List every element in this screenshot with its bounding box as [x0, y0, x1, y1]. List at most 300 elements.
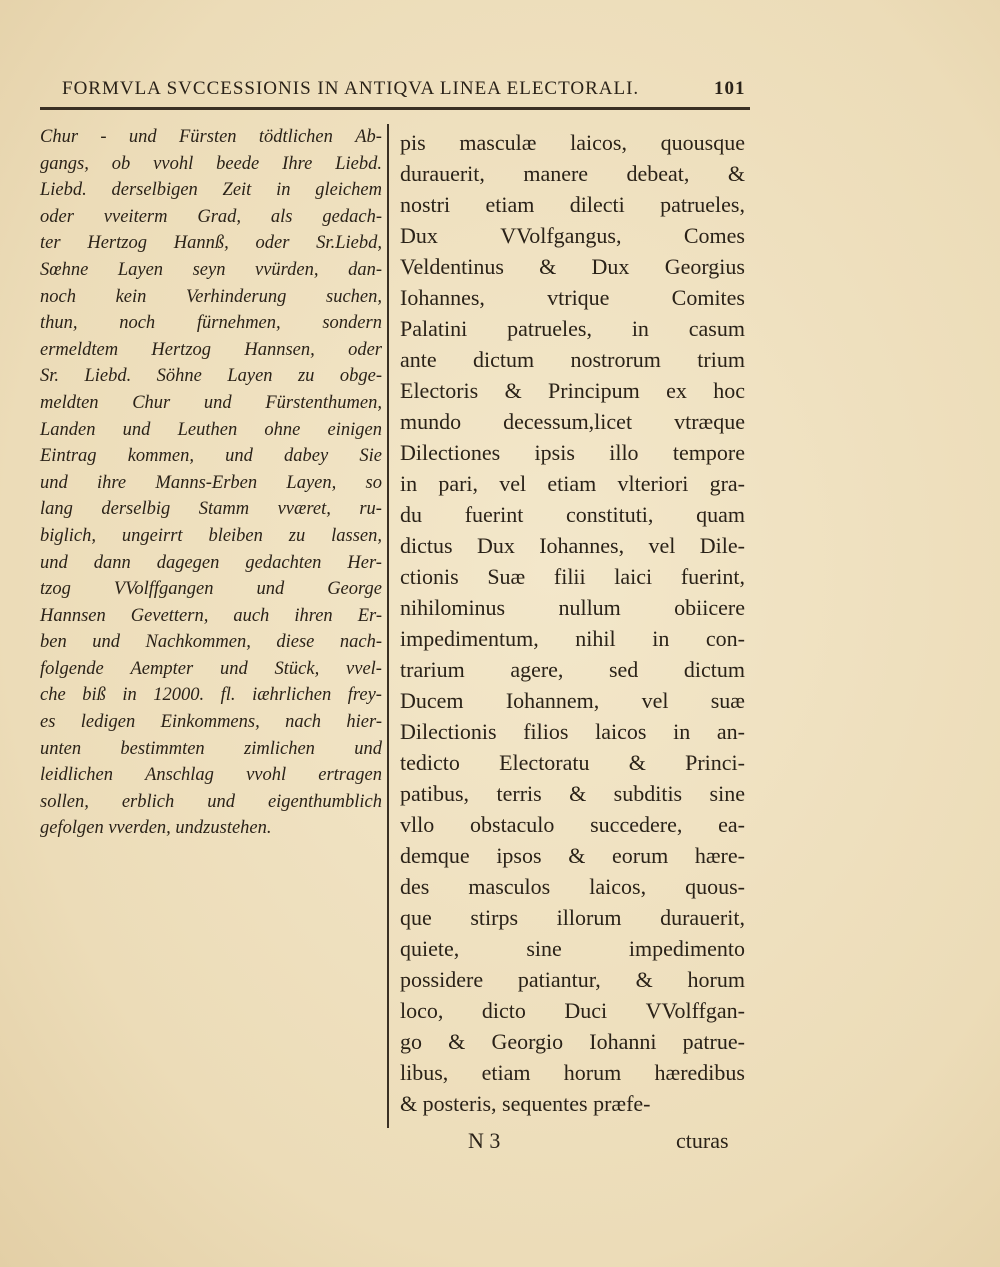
left-column-line — [40, 523, 382, 550]
word: Sr. — [40, 366, 60, 387]
word: sondern — [322, 313, 382, 334]
word: Leuthen — [177, 419, 238, 440]
word: vvohl — [153, 153, 194, 174]
word: VVolfgangus, — [500, 223, 622, 248]
word: in — [652, 626, 670, 651]
word: iæhrlichen — [252, 685, 332, 706]
left-column-line — [40, 470, 382, 497]
word: pis — [400, 130, 426, 155]
left-column-line — [40, 603, 382, 630]
word: ob — [111, 153, 131, 174]
word: vel — [499, 471, 527, 496]
word: Liebd. — [40, 180, 87, 201]
left-column-line — [40, 550, 382, 577]
left-column-german-text — [40, 124, 382, 842]
word: Dile- — [699, 533, 745, 558]
word: impedimento — [628, 936, 745, 961]
word: ledigen — [80, 712, 136, 733]
word: du — [400, 502, 422, 527]
word: vvohl — [246, 765, 287, 786]
word: gedachten — [245, 552, 322, 573]
word: fürnehmen, — [196, 313, 281, 334]
word: ipsos — [496, 843, 542, 868]
word: Dilectiones — [400, 440, 501, 465]
word: suæ — [710, 688, 745, 713]
word: thun, — [40, 313, 78, 334]
word: gedach- — [322, 206, 382, 227]
right-column-line — [400, 282, 745, 313]
word: Layen — [227, 366, 273, 387]
word: Comites — [671, 285, 745, 310]
word: frey- — [347, 685, 382, 706]
word: horum — [687, 967, 745, 992]
word: einigen — [327, 419, 382, 440]
word: Electoris — [400, 378, 479, 403]
word: laicos, — [589, 874, 647, 899]
column-divider — [387, 124, 389, 1128]
right-column-line — [400, 251, 745, 282]
left-column-line — [40, 177, 382, 204]
left-column-line — [40, 204, 382, 231]
right-column-line — [400, 189, 745, 220]
word: nullum — [558, 595, 621, 620]
word: biß — [82, 685, 106, 706]
left-column-line — [40, 656, 382, 683]
right-column-line — [400, 220, 745, 251]
word: vllo — [400, 812, 435, 837]
word: des — [400, 874, 430, 899]
word: demque — [400, 843, 470, 868]
right-column-line — [400, 716, 745, 747]
word: Iohannem, — [505, 688, 600, 713]
word: und — [354, 738, 382, 759]
word: hære- — [694, 843, 745, 868]
word: dan- — [348, 259, 382, 280]
word: zimlichen — [244, 738, 315, 759]
right-column-line — [400, 344, 745, 375]
header-rule — [40, 107, 750, 110]
word: Dilectionis — [400, 719, 497, 744]
word: und — [219, 658, 248, 679]
word: & — [635, 967, 653, 992]
word: stirps — [470, 905, 519, 930]
word: tödtlichen — [258, 127, 333, 147]
word: pari, — [438, 471, 479, 496]
left-column-line — [40, 762, 382, 789]
word: ru- — [359, 499, 382, 520]
word: Grad, — [197, 206, 242, 227]
word: ipsis — [534, 440, 575, 465]
word: Hertzog — [151, 339, 212, 360]
word: Eintrag — [40, 446, 97, 467]
word: nach — [285, 712, 322, 733]
left-column-line — [40, 682, 382, 709]
word: Her- — [347, 552, 382, 573]
word: dictum — [473, 347, 535, 372]
running-header — [62, 78, 762, 100]
word: VVolffgangen — [113, 579, 214, 600]
right-column-line — [400, 1026, 745, 1057]
word: Dux — [591, 254, 630, 279]
word: in — [276, 180, 291, 201]
word: als — [270, 206, 293, 227]
right-column-line — [400, 561, 745, 592]
word: obiicere — [674, 595, 745, 620]
right-column-line — [400, 1088, 745, 1119]
word: oder — [40, 206, 74, 227]
word: ertragen — [318, 765, 382, 786]
word: derselbigen — [111, 180, 198, 201]
word: bestimmten — [120, 738, 205, 759]
word: seyn — [192, 259, 226, 280]
word: tedicto — [400, 750, 460, 775]
word: suchen, — [326, 286, 382, 307]
word: & — [448, 1029, 466, 1054]
word: Ihre — [282, 153, 313, 174]
left-column-line — [40, 284, 382, 311]
word: Veldentinus — [400, 254, 504, 279]
word: Iohannes, — [539, 533, 625, 558]
word: zu — [288, 525, 306, 546]
word: Zeit — [222, 180, 252, 201]
word: patiantur, — [517, 967, 601, 992]
word: Sœhne — [40, 259, 89, 280]
word: dagegen — [156, 552, 220, 573]
word: masculos — [468, 874, 551, 899]
word: derselbig — [101, 499, 171, 520]
word: & — [568, 843, 586, 868]
word: terris — [496, 781, 542, 806]
word: con- — [705, 626, 745, 651]
word: succedere, — [590, 812, 683, 837]
word: Ab- — [355, 127, 382, 147]
word: quiete, — [400, 936, 460, 961]
word: etiam — [485, 192, 535, 217]
word: constituti, — [566, 502, 654, 527]
word: Comes — [683, 223, 745, 248]
word: zu — [297, 366, 315, 387]
word: illo — [609, 440, 639, 465]
word: obstaculo — [470, 812, 555, 837]
word: ohne — [264, 419, 301, 440]
word: vvürden, — [255, 259, 319, 280]
word: Stück, — [274, 658, 320, 679]
word: ungeirrt — [121, 525, 183, 546]
word: unten — [40, 738, 82, 759]
word: ante — [400, 347, 437, 372]
word: sollen, — [40, 791, 89, 812]
word: Sie — [359, 446, 382, 467]
word: oder — [348, 339, 382, 360]
word: Georgio — [491, 1029, 564, 1054]
right-column-line — [400, 840, 745, 871]
word: mundo — [400, 409, 462, 434]
word: gra- — [709, 471, 745, 496]
left-column-line-text: gefolgen vverden, undzustehen. — [40, 818, 272, 839]
word: erblich — [121, 791, 175, 812]
word: tempore — [672, 440, 745, 465]
word: nostri — [400, 192, 451, 217]
word: Landen — [40, 419, 96, 440]
word: Manns-Erben — [155, 472, 258, 493]
word: Chur — [132, 392, 171, 413]
word: masculæ — [459, 130, 537, 155]
word: diese — [276, 632, 315, 653]
word: es — [40, 712, 56, 733]
word: und — [92, 632, 120, 653]
word: dabey — [284, 446, 329, 467]
left-column-line — [40, 629, 382, 656]
word: und — [40, 472, 68, 493]
word: dilecti — [569, 192, 625, 217]
word: quam — [696, 502, 745, 527]
right-column-line — [400, 933, 745, 964]
left-column-line — [40, 124, 382, 151]
word: laici — [614, 564, 653, 589]
word: & — [504, 378, 522, 403]
right-column-line — [400, 747, 745, 778]
word: patrueles, — [660, 192, 745, 217]
word: Hannß, — [173, 233, 229, 254]
left-column-line — [40, 390, 382, 417]
word: Palatini — [400, 316, 468, 341]
word: che — [40, 685, 66, 706]
word: fuerint, — [680, 564, 745, 589]
word: eigenthumblich — [267, 791, 382, 812]
word: laicos — [595, 719, 647, 744]
word: filii — [553, 564, 586, 589]
left-column-line — [40, 337, 382, 364]
word: in — [400, 471, 418, 496]
right-column-line — [400, 499, 745, 530]
right-column-line-text: & posteris, sequentes præfe- — [400, 1091, 651, 1116]
word: Söhne — [156, 366, 202, 387]
word: trarium — [400, 657, 465, 682]
word: lassen, — [331, 525, 382, 546]
right-column-line — [400, 313, 745, 344]
word: subditis — [613, 781, 683, 806]
word: und — [203, 392, 232, 413]
word: Fürstenthumen, — [265, 392, 382, 413]
word: Iohanni — [589, 1029, 657, 1054]
word: gleichem — [315, 180, 382, 201]
word: trium — [697, 347, 745, 372]
word: und — [122, 419, 151, 440]
word: folgende — [40, 658, 104, 679]
word: laicos, — [570, 130, 627, 155]
word: etiam — [481, 1060, 531, 1085]
right-column-line — [400, 437, 745, 468]
signature-mark: N 3 — [468, 1128, 501, 1153]
word: auch — [233, 605, 270, 626]
word: Dux — [400, 223, 438, 248]
word: VVolffgan- — [645, 998, 745, 1023]
word: tzog — [40, 579, 71, 600]
word: & — [628, 750, 646, 775]
right-column-line — [400, 685, 745, 716]
word: que — [400, 905, 432, 930]
word: Hertzog — [87, 233, 147, 254]
word: leidlichen — [40, 765, 113, 786]
right-column-line — [400, 406, 745, 437]
word: noch — [119, 313, 156, 334]
word: Principum — [548, 378, 640, 403]
word: nihil — [575, 626, 616, 651]
word: vværet, — [277, 499, 331, 520]
word: Dux — [476, 533, 515, 558]
word: dann — [93, 552, 131, 573]
word: sine — [709, 781, 745, 806]
word: & — [539, 254, 557, 279]
right-column-line — [400, 778, 745, 809]
right-column-line — [400, 654, 745, 685]
word: Nachkommen, — [145, 632, 251, 653]
word: dictum — [683, 657, 745, 682]
word: obge- — [339, 366, 382, 387]
word: in — [631, 316, 649, 341]
word: ben — [40, 632, 67, 653]
word: & — [569, 781, 587, 806]
word: biglich, — [40, 525, 97, 546]
word: vel — [641, 688, 669, 713]
word: ea- — [718, 812, 745, 837]
word: Iohannes, — [400, 285, 485, 310]
word: Gevettern, — [130, 605, 209, 626]
word: kein — [115, 286, 147, 307]
word: sine — [526, 936, 562, 961]
word: ihren — [294, 605, 333, 626]
word: patrue- — [682, 1029, 745, 1054]
word: in — [122, 685, 137, 706]
word: an- — [716, 719, 745, 744]
left-column-line — [40, 230, 382, 257]
word: patrueles, — [507, 316, 592, 341]
word: & — [727, 161, 745, 186]
word: ctionis — [400, 564, 459, 589]
word: durauerit, — [660, 905, 745, 930]
catchword: cturas — [676, 1128, 729, 1153]
word: bleiben — [208, 525, 263, 546]
word: filios — [523, 719, 569, 744]
word: dictus — [400, 533, 453, 558]
word: vel — [648, 533, 676, 558]
word: casum — [688, 316, 745, 341]
word: vlteriori — [617, 471, 689, 496]
word: Fürsten — [179, 127, 237, 147]
right-column-line — [400, 809, 745, 840]
word: Hannsen, — [244, 339, 315, 360]
word: possidere — [400, 967, 484, 992]
word: horum — [563, 1060, 622, 1085]
word: go — [400, 1029, 422, 1054]
word: dicto — [481, 998, 526, 1023]
word: impedimentum, — [400, 626, 539, 651]
word: und — [256, 579, 285, 600]
word: illorum — [556, 905, 622, 930]
word: vtræque — [674, 409, 745, 434]
left-column-line — [40, 257, 382, 284]
word: Hannsen — [40, 605, 106, 626]
right-column-line — [400, 158, 745, 189]
left-column-line — [40, 496, 382, 523]
right-column-line — [400, 592, 745, 623]
word: Aempter — [130, 658, 194, 679]
word: durauerit, — [400, 161, 485, 186]
word: Sr.Liebd, — [316, 233, 382, 254]
word: George — [327, 579, 382, 600]
word: Anschlag — [145, 765, 214, 786]
word: sed — [608, 657, 639, 682]
word: fuerint — [464, 502, 524, 527]
word: Electoratu — [499, 750, 590, 775]
right-column-latin-text — [400, 127, 745, 1119]
word: loco, — [400, 998, 444, 1023]
word: Er- — [357, 605, 382, 626]
word: quousque — [660, 130, 745, 155]
word: ermeldtem — [40, 339, 119, 360]
running-title: FORMVLA SVCCESSIONIS IN ANTIQVA LINEA ELECTORALI. — [62, 78, 640, 99]
left-column-line — [40, 576, 382, 603]
right-column-line — [400, 623, 745, 654]
word: vveiterm — [103, 206, 168, 227]
word: Stamm — [198, 499, 250, 520]
word: kommen, — [127, 446, 194, 467]
word: debeat, — [626, 161, 690, 186]
word: Layen — [117, 259, 164, 280]
right-column-line — [400, 1057, 745, 1088]
word: Layen, — [286, 472, 337, 493]
left-column-line — [40, 417, 382, 444]
left-column-line — [40, 815, 382, 842]
right-column-line — [400, 468, 745, 499]
word: 12000. — [153, 685, 205, 706]
page-number: 101 — [714, 78, 746, 99]
word: und — [225, 446, 253, 467]
word: ex — [666, 378, 687, 403]
word: quous- — [685, 874, 745, 899]
word: beede — [216, 153, 260, 174]
word: ter — [40, 233, 61, 254]
word: Duci — [564, 998, 608, 1023]
word: nihilominus — [400, 595, 506, 620]
word: Verhinderung — [186, 286, 287, 307]
right-column-line — [400, 530, 745, 561]
right-column-line — [400, 871, 745, 902]
word: noch — [40, 286, 76, 307]
word: libus, — [400, 1060, 449, 1085]
left-column-line — [40, 310, 382, 337]
left-column-line — [40, 789, 382, 816]
word: Liebd. — [84, 366, 132, 387]
word: vvel- — [346, 658, 382, 679]
word: so — [365, 472, 382, 493]
word: vtrique — [547, 285, 610, 310]
word: in — [673, 719, 691, 744]
word: Chur — [40, 127, 79, 147]
right-column-line — [400, 902, 745, 933]
word: etiam — [547, 471, 597, 496]
right-column-line — [400, 127, 745, 158]
right-column-line — [400, 964, 745, 995]
word: fl. — [220, 685, 236, 706]
word: oder — [255, 233, 290, 254]
word: Suæ — [487, 564, 526, 589]
word: eorum — [612, 843, 669, 868]
word: und — [40, 552, 68, 573]
word: meldten — [40, 392, 99, 413]
word: Princi- — [685, 750, 745, 775]
left-column-line — [40, 709, 382, 736]
